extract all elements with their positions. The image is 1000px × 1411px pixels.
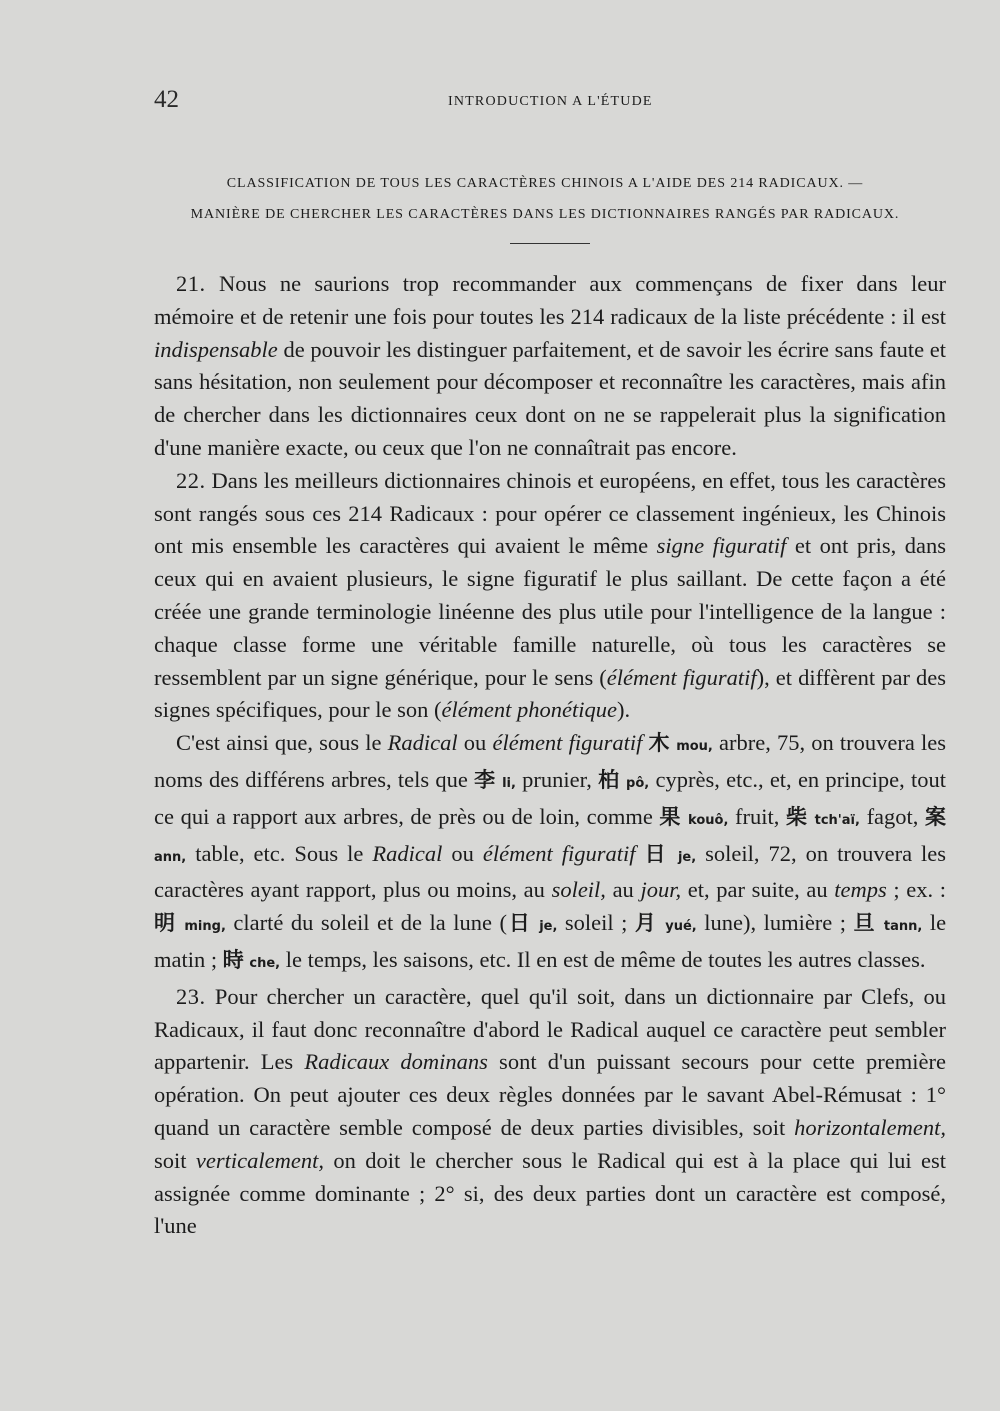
- chinese-character: 旦: [853, 911, 877, 936]
- paragraph-22-examples: C'est ainsi que, sous le Radical ou élément figuratif 木 mou, arbre, 75, on trouvera les noms des différens arbres, tels que 李 li, prunier, 柏 pô, cyprès, etc., et, en principe, tout ce qui a rapport aux arbres, de près ou de loin, comme 果 kouô, fruit, 柴 tch'aï, fagot, 案 ann, table, etc. Sous le Radical ou élément figuratif 日 je, soleil, 72, on trouvera les caractères ayant rapport, plus ou moins, au soleil, au jour, et, par suite, au temps ; ex. : 明 ming, clarté du soleil et de la lune (日 je, soleil ; 月 yué, lune), lumière ; 旦 tann, le matin ; 時 che, le temps, les saisons, etc. Il en est de même de toutes les autres classes.: [154, 730, 947, 972]
- chinese-character: 月: [634, 911, 658, 936]
- romanization: tann,: [883, 919, 923, 935]
- paragraph-number: 21.: [176, 271, 206, 296]
- romanization: pô,: [626, 775, 650, 791]
- paragraph-22: 22. Dans les meilleurs dictionnaires chinois et européens, en effet, tous les caractères sont rangés sous ces 214 Radicaux : pour opérer ce classement ingénieux, les Chinois ont mis ensemble les caractères qui avaient le même signe figuratif et ont pris, dans ceux qui en avaient plusieurs, le signe figuratif le plus saillant. De cette façon a été créée une grande terminologie linéenne des plus utile pour l'intelligence de la langue : chaque classe forme une véritable famille naturelle, où tous les caractères se ressemblent par un signe générique, pour le sens (élément figuratif), et diffèrent par des signes spécifiques, pour le son (élément phonétique).: [154, 467, 946, 723]
- chinese-character: 柏: [598, 767, 620, 792]
- body-text: [154, 268, 946, 1243]
- section-heading-line-1: CLASSIFICATION DE TOUS LES CARACTÈRES CHINOIS A L'AIDE DES 214 RADICAUX. —: [226, 176, 864, 191]
- chinese-character: 時: [222, 947, 244, 972]
- romanization: je,: [677, 849, 697, 865]
- romanization: yué,: [665, 919, 697, 935]
- paragraph-number: 22.: [176, 467, 206, 493]
- romanization: je,: [539, 919, 558, 935]
- chinese-character: 柴: [786, 804, 808, 829]
- chinese-character: 日: [644, 841, 669, 866]
- chinese-character: 果: [659, 804, 682, 829]
- chinese-character: 案: [925, 804, 947, 829]
- chinese-character: 明: [154, 911, 177, 936]
- paragraph-number: 23.: [176, 983, 206, 1009]
- romanization: kouô,: [688, 812, 729, 828]
- paragraph-21: 21. Nous ne saurions trop recommander aux commençans de fixer dans leur mémoire et de retenir une fois pour toutes les 214 radicaux de la liste précédente : il est indispensable de pouvoir les distinguer parfaitement, et de savoir les écrire sans faute et sans hésitation, non seulement pour décomposer et reconnaître les caractères, mais afin de chercher dans les dictionnaires ceux dont on ne se rappelerait plus la signification d'une manière exacte, ou ceux que l'on ne connaîtrait pas encore.: [154, 271, 947, 460]
- chinese-character: 木: [648, 731, 671, 756]
- page-number: 42: [154, 86, 179, 113]
- section-heading-line-2: MANIÈRE DE CHERCHER LES CARACTÈRES DANS LES DICTIONNAIRES RANGÉS PAR RADICAUX.: [190, 207, 900, 222]
- paragraph-23: 23. Pour chercher un caractère, quel qu'il soit, dans un dictionnaire par Clefs, ou Radicaux, il faut donc reconnaître d'abord le Radical auquel ce caractère peut sembler appartenir. Les Radicaux dominans sont d'un puissant secours pour cette première opération. On peut ajouter ces deux règles données par le savant Abel-Rémusat : 1° quand un caractère semble composé de deux parties divisibles, soit horizontalement, soit verticalement, on doit le chercher sous le Radical qui est à la place qui lui est assignée comme dominante ; 2° si, des deux parties dont un caractère est composé, l'une: [154, 983, 947, 1239]
- chinese-character: 李: [474, 767, 496, 792]
- romanization: li,: [502, 775, 516, 791]
- separator-rule: [510, 243, 590, 244]
- chinese-character: 日: [506, 911, 532, 936]
- romanization: mou,: [676, 739, 713, 755]
- running-title: INTRODUCTION A L'ÉTUDE: [448, 94, 653, 109]
- section-heading: [160, 168, 930, 230]
- romanization: ann,: [154, 849, 187, 865]
- romanization: ming,: [184, 919, 226, 935]
- romanization: tch'aï,: [814, 812, 860, 828]
- romanization: che,: [249, 955, 281, 971]
